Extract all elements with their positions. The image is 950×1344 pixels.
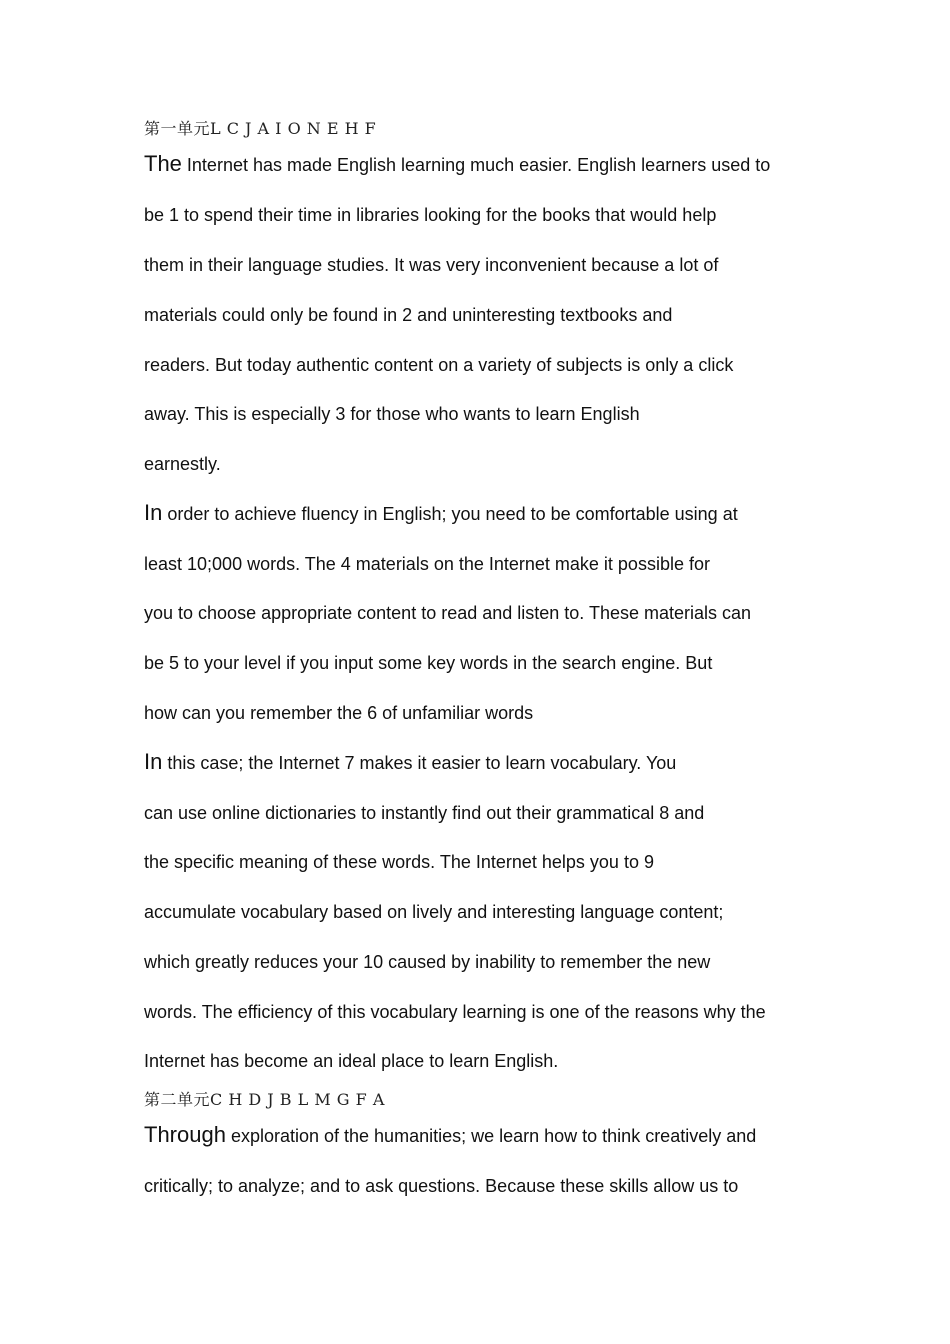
p3-line-2: can use online dictionaries to instantly find out their grammatical 8 and [144,803,705,823]
p1-line-4: materials could only be found in 2 and uninteresting textbooks and [144,305,673,325]
drop-lead: The [144,151,182,176]
p2-line-4: be 5 to your level if you input some key words in the search engine. But [144,653,713,673]
p1-line-3: them in their language studies. It was very inconvenient because a lot of [144,255,719,275]
p1-line-1: The Internet has made English learning much easier. English learners used to [144,151,771,176]
p2-line-2: least 10;000 words. The 4 materials on the Internet make it possible for [144,554,710,574]
drop-lead: In [144,500,163,525]
p3-line-5: which greatly reduces your 10 caused by inability to remember the new [144,952,711,972]
drop-lead: Through [144,1122,226,1147]
p1-line-6: away. This is especially 3 for those who wants to learn English [144,404,640,424]
p3-line-1: In this case; the Internet 7 makes it easier to learn vocabulary. You [144,749,677,774]
p3-line-6: words. The efficiency of this vocabulary learning is one of the reasons why the [144,1002,766,1022]
p1-line-5: readers. But today authentic content on a variety of subjects is only a click [144,355,734,375]
unit1-heading: 第一单元L C J A I O N E H F [144,119,377,138]
p3-line-7: Internet has become an ideal place to learn English. [144,1051,559,1071]
p3-line-4: accumulate vocabulary based on lively and interesting language content; [144,902,724,922]
p3-line-3: the specific meaning of these words. The Internet helps you to 9 [144,852,654,872]
unit2-heading: 第二单元C H D J B L M G F A [144,1090,385,1109]
u2-p1-line-2: critically; to analyze; and to ask questions. Because these skills allow us to [144,1176,739,1196]
p1-line-7: earnestly. [144,454,221,474]
p2-line-1: In order to achieve fluency in English; you need to be comfortable using at [144,500,738,525]
p2-line-5: how can you remember the 6 of unfamiliar words [144,703,534,723]
p2-line-3: you to choose appropriate content to read and listen to. These materials can [144,603,752,623]
p1-line-2: be 1 to spend their time in libraries looking for the books that would help [144,205,717,225]
u2-p1-line-1: Through exploration of the humanities; we learn how to think creatively and [144,1122,757,1147]
drop-lead: In [144,749,163,774]
